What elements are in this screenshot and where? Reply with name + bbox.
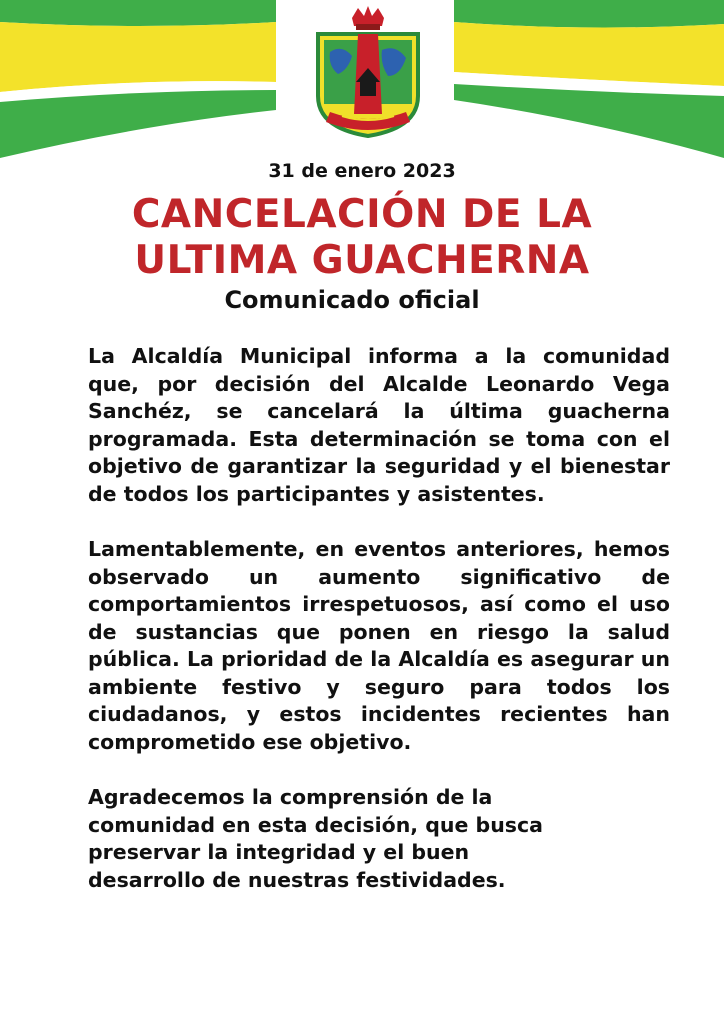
page-title xyxy=(0,192,724,284)
banner-left-green-top xyxy=(0,0,276,26)
title-line-1: CANCELACIÓN DE LA xyxy=(131,192,593,237)
announcement-body xyxy=(88,343,670,922)
municipal-coat-of-arms-icon xyxy=(312,4,424,144)
paragraph-3: Agradecemos la comprensión de la comunidad en esta decisión, que busca preservar la integridad y el buen desarrollo de nuestras festividades. xyxy=(88,785,543,892)
date: 31 de enero 2023 xyxy=(268,160,456,182)
banner-left-green-bottom xyxy=(0,90,276,158)
banner-right-green-top xyxy=(454,0,724,28)
subtitle: Comunicado oficial xyxy=(224,286,480,314)
title-line-2: ULTIMA GUACHERNA xyxy=(134,238,590,283)
paragraph-1: La Alcaldía Municipal informa a la comunidad que, por decisión del Alcalde Leonardo Vega Sanchéz, se cancelará la última guacherna programada. Esta determinación se toma con el objetivo de garantizar la seguridad y el bienestar de todos los participantes y asistentes. xyxy=(88,344,670,506)
banner-right-green-bottom xyxy=(454,84,724,158)
paragraph-2: Lamentablemente, en eventos anteriores, hemos observado un aumento significativo de comportamientos irrespetuosos, así como el uso de sustancias que ponen en riesgo la salud pública. La prioridad de la Alcaldía es asegurar un ambiente festivo y seguro para todos los ciudadanos, y estos incidentes recientes han comprometido ese objetivo. xyxy=(88,537,670,754)
